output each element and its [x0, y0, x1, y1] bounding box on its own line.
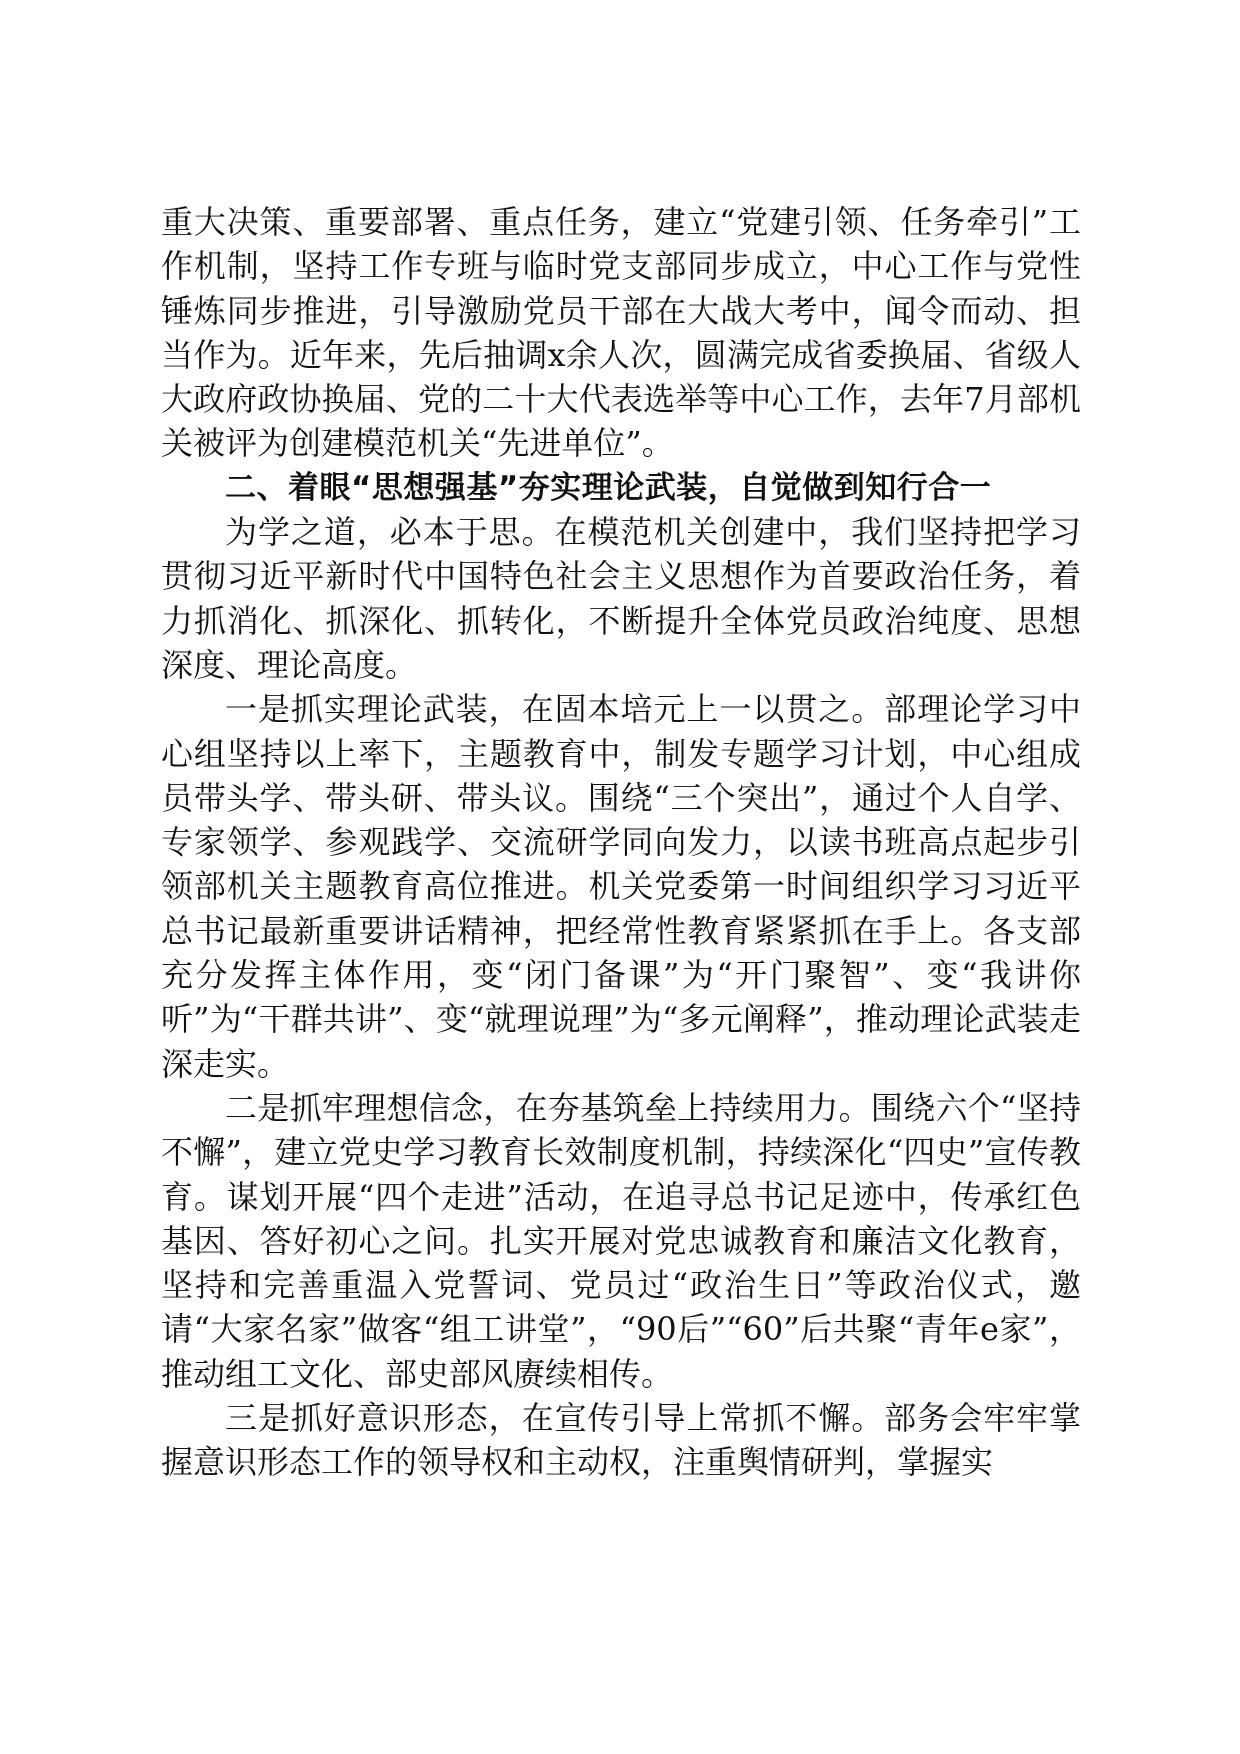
paragraph-point-one: 一是抓实理论武装，在固本培元上一以贯之。部理论学习中心组坚持以上率下，主题教育中，制发专题学习计划，中心组成员带头学、带头研、带头议。围绕“三个突出”，通过个人自学、专家领学、参观践学、交流研学同向发力，以读书班高点起步引领部机关主题教育高位推进。机关党委第一时间组织学习习近平总书记最新重要讲话精神，把经常性教育紧紧抓在手上。各支部充分发挥主体作用，变“闭门备课”为“开门聚智”、变“我讲你听”为“干群共讲”、变“就理说理”为“多元阐释”，推动理论武装走深走实。	[161, 690, 1081, 1083]
paragraph-intro: 为学之道，必本于思。在模范机关创建中，我们坚持把学习贯彻习近平新时代中国特色社会主义思想作为首要政治任务，着力抓消化、抓深化、抓转化，不断提升全体党员政治纯度、思想深度、理论高度。	[161, 513, 1081, 684]
paragraph-point-three: 三是抓好意识形态，在宣传引导上常抓不懈。部务会牢牢掌握意识形态工作的领导权和主动权，注重舆情研判，掌握实	[161, 1399, 1081, 1482]
section-heading: 二、着眼“思想强基”夯实理论武装，自觉做到知行合一	[225, 469, 992, 506]
document-body	[161, 200, 1081, 1485]
paragraph-continued: 重大决策、重要部署、重点任务，建立“党建引领、任务牵引”工作机制，坚持工作专班与临时党支部同步成立，中心工作与党性锤炼同步推进，引导激励党员干部在大战大考中，闻令而动、担当作为。近年来，先后抽调x余人次，圆满完成省委换届、省级人大政府政协换届、党的二十大代表选举等中心工作，去年7月部机关被评为创建模范机关“先进单位”。	[161, 203, 1081, 463]
paragraph-point-two: 二是抓牢理想信念，在夯基筑垒上持续用力。围绕六个“坚持不懈”，建立党史学习教育长效制度机制，持续深化“四史”宣传教育。谋划开展“四个走进”活动，在追寻总书记足迹中，传承红色基因、答好初心之问。扎实开展对党忠诚教育和廉洁文化教育，坚持和完善重温入党誓词、党员过“政治生日”等政治仪式，邀请“大家名家”做客“组工讲堂”，“90后”“60”后共聚“青年e家”，推动组工文化、部史部风赓续相传。	[161, 1088, 1081, 1393]
